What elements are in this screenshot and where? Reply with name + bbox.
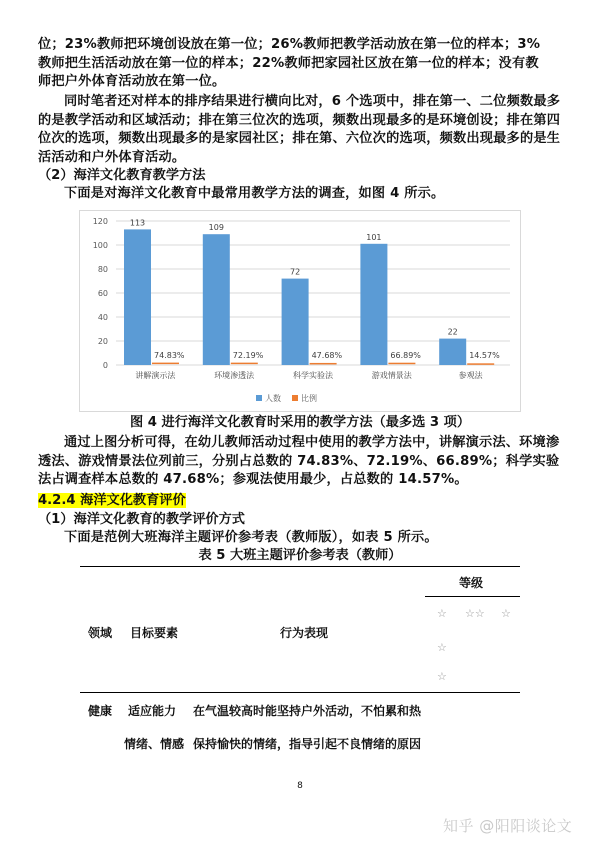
x-tick-label: 科学实验法 [293, 371, 333, 380]
watermark: 知乎 @阳阳谈论文 [443, 817, 573, 835]
page-number: 8 [297, 781, 303, 791]
paragraph-line: 师把户外体育活动放在第一位。 [38, 74, 226, 90]
header-behavior: 行为表现 [280, 626, 329, 640]
chart-svg [80, 211, 520, 411]
bar-count [439, 339, 466, 365]
bar-ratio-label: 74.83% [154, 351, 185, 360]
bar-count [360, 244, 387, 365]
y-tick-label: 100 [92, 241, 108, 250]
paragraph-line: 位；23%教师把环境创设放在第一位；26%教师把教学活动放在第一位的样本；3% [38, 37, 541, 52]
bar-ratio-label: 66.89% [390, 351, 421, 360]
y-tick-label: 0 [102, 361, 108, 370]
star-icon: ☆☆ [465, 607, 485, 620]
row-behavior: 保持愉快的情绪，指导引起不良情绪的原因 [193, 737, 422, 751]
row-goal: 适应能力 [128, 704, 177, 718]
legend-swatch-ratio [292, 395, 298, 401]
bar-count-label: 109 [208, 223, 224, 233]
bar-ratio [231, 363, 258, 365]
table-header-rule [80, 692, 520, 693]
table-top-rule [80, 566, 520, 567]
paragraph-figure-intro: 下面是对海洋文化教育中最常用教学方法的调查，如图 4 所示。 [64, 186, 445, 201]
bar-ratio [310, 363, 337, 365]
bar-ratio-label: 72.19% [232, 351, 264, 360]
star-icon: ☆ [501, 607, 511, 620]
paragraph-continued [38, 36, 568, 92]
bar-count-label: 101 [366, 232, 382, 242]
header-grade: 等级 [459, 576, 484, 590]
x-tick-label: 游戏情景法 [371, 371, 412, 380]
x-tick-label: 环境渗透法 [214, 371, 255, 380]
subheading-evaluation: （1）海洋文化教育的教学评价方式 [38, 512, 245, 527]
row-goal: 情绪、情感 [124, 737, 185, 751]
bar-count [282, 279, 309, 365]
row-domain: 健康 [88, 704, 113, 718]
bar-count [203, 234, 230, 365]
legend-label-ratio: 比例 [301, 394, 317, 403]
bar-chart [79, 210, 521, 412]
y-tick-label: 120 [92, 217, 108, 226]
figure-caption: 图 4 进行海洋文化教育时采用的教学方法（最多选 3 项） [129, 415, 471, 430]
bar-ratio-label: 14.57% [469, 351, 500, 360]
paragraph-line: 教师把生活活动放在第一位的样本；22%教师把家园社区放在第一位的样本；没有教 [38, 55, 539, 71]
y-tick-label: 60 [97, 289, 108, 298]
y-tick-label: 20 [97, 337, 108, 346]
section-heading-highlight: 4.2.4 海洋文化教育评价 [38, 493, 186, 508]
subheading-teaching-methods: （2）海洋文化教育教学方法 [38, 168, 206, 183]
header-domain: 领域 [88, 626, 113, 640]
y-tick-label: 40 [97, 313, 108, 322]
star-icon: ☆ [437, 607, 447, 620]
bar-count-label: 72 [290, 267, 301, 277]
y-tick-label: 80 [97, 265, 108, 274]
legend-label-count: 人数 [265, 394, 281, 403]
paragraph-table-intro: 下面是范例大班海洋主题评价参考表（教师版），如表 5 所示。 [64, 530, 438, 545]
row-behavior: 在气温较高时能坚持户外活动，不怕累和热 [193, 704, 422, 718]
star-icon: ☆ [437, 641, 447, 654]
table-sub-rule [425, 596, 520, 597]
bar-ratio-label: 47.68% [311, 351, 343, 360]
x-tick-label: 参观法 [458, 371, 483, 380]
header-goal: 目标要素 [130, 626, 179, 640]
section-heading [38, 492, 186, 510]
bar-ratio [152, 363, 179, 365]
bar-ratio [467, 363, 494, 365]
x-tick-label: 讲解演示法 [135, 371, 176, 380]
paragraph-analysis: 通过上图分析可得，在幼儿教师活动过程中使用的教学方法中，讲解演示法、环境渗透法、游戏情景法位列前三，分别占总数的 74.83%、72.19%、66.89%；科学实验法占调查样本总数的 47.68%；参观法使用最少，占总数的 14.57%。 [38, 435, 560, 488]
bar-count-label: 113 [129, 218, 146, 228]
bar-count [124, 229, 151, 365]
paragraph-comparison: 同时笔者还对样本的排序结果进行横向比对，6 个选项中，排在第一、二位频数最多的是教学活动和区域活动；排在第三位次的选项，频数出现最多的是环境创设；排在第四位次的选项，频数出现最多的是家园社区；排在第、六位次的选项，频数出现最多的是生活活动和户外体育活动。 [38, 94, 561, 165]
star-icon: ☆ [437, 670, 447, 683]
bar-count-label: 22 [447, 327, 458, 337]
legend-swatch-count [256, 395, 262, 401]
bar-ratio [388, 363, 415, 365]
table-caption: 表 5 大班主题评价参考表（教师） [198, 548, 402, 563]
